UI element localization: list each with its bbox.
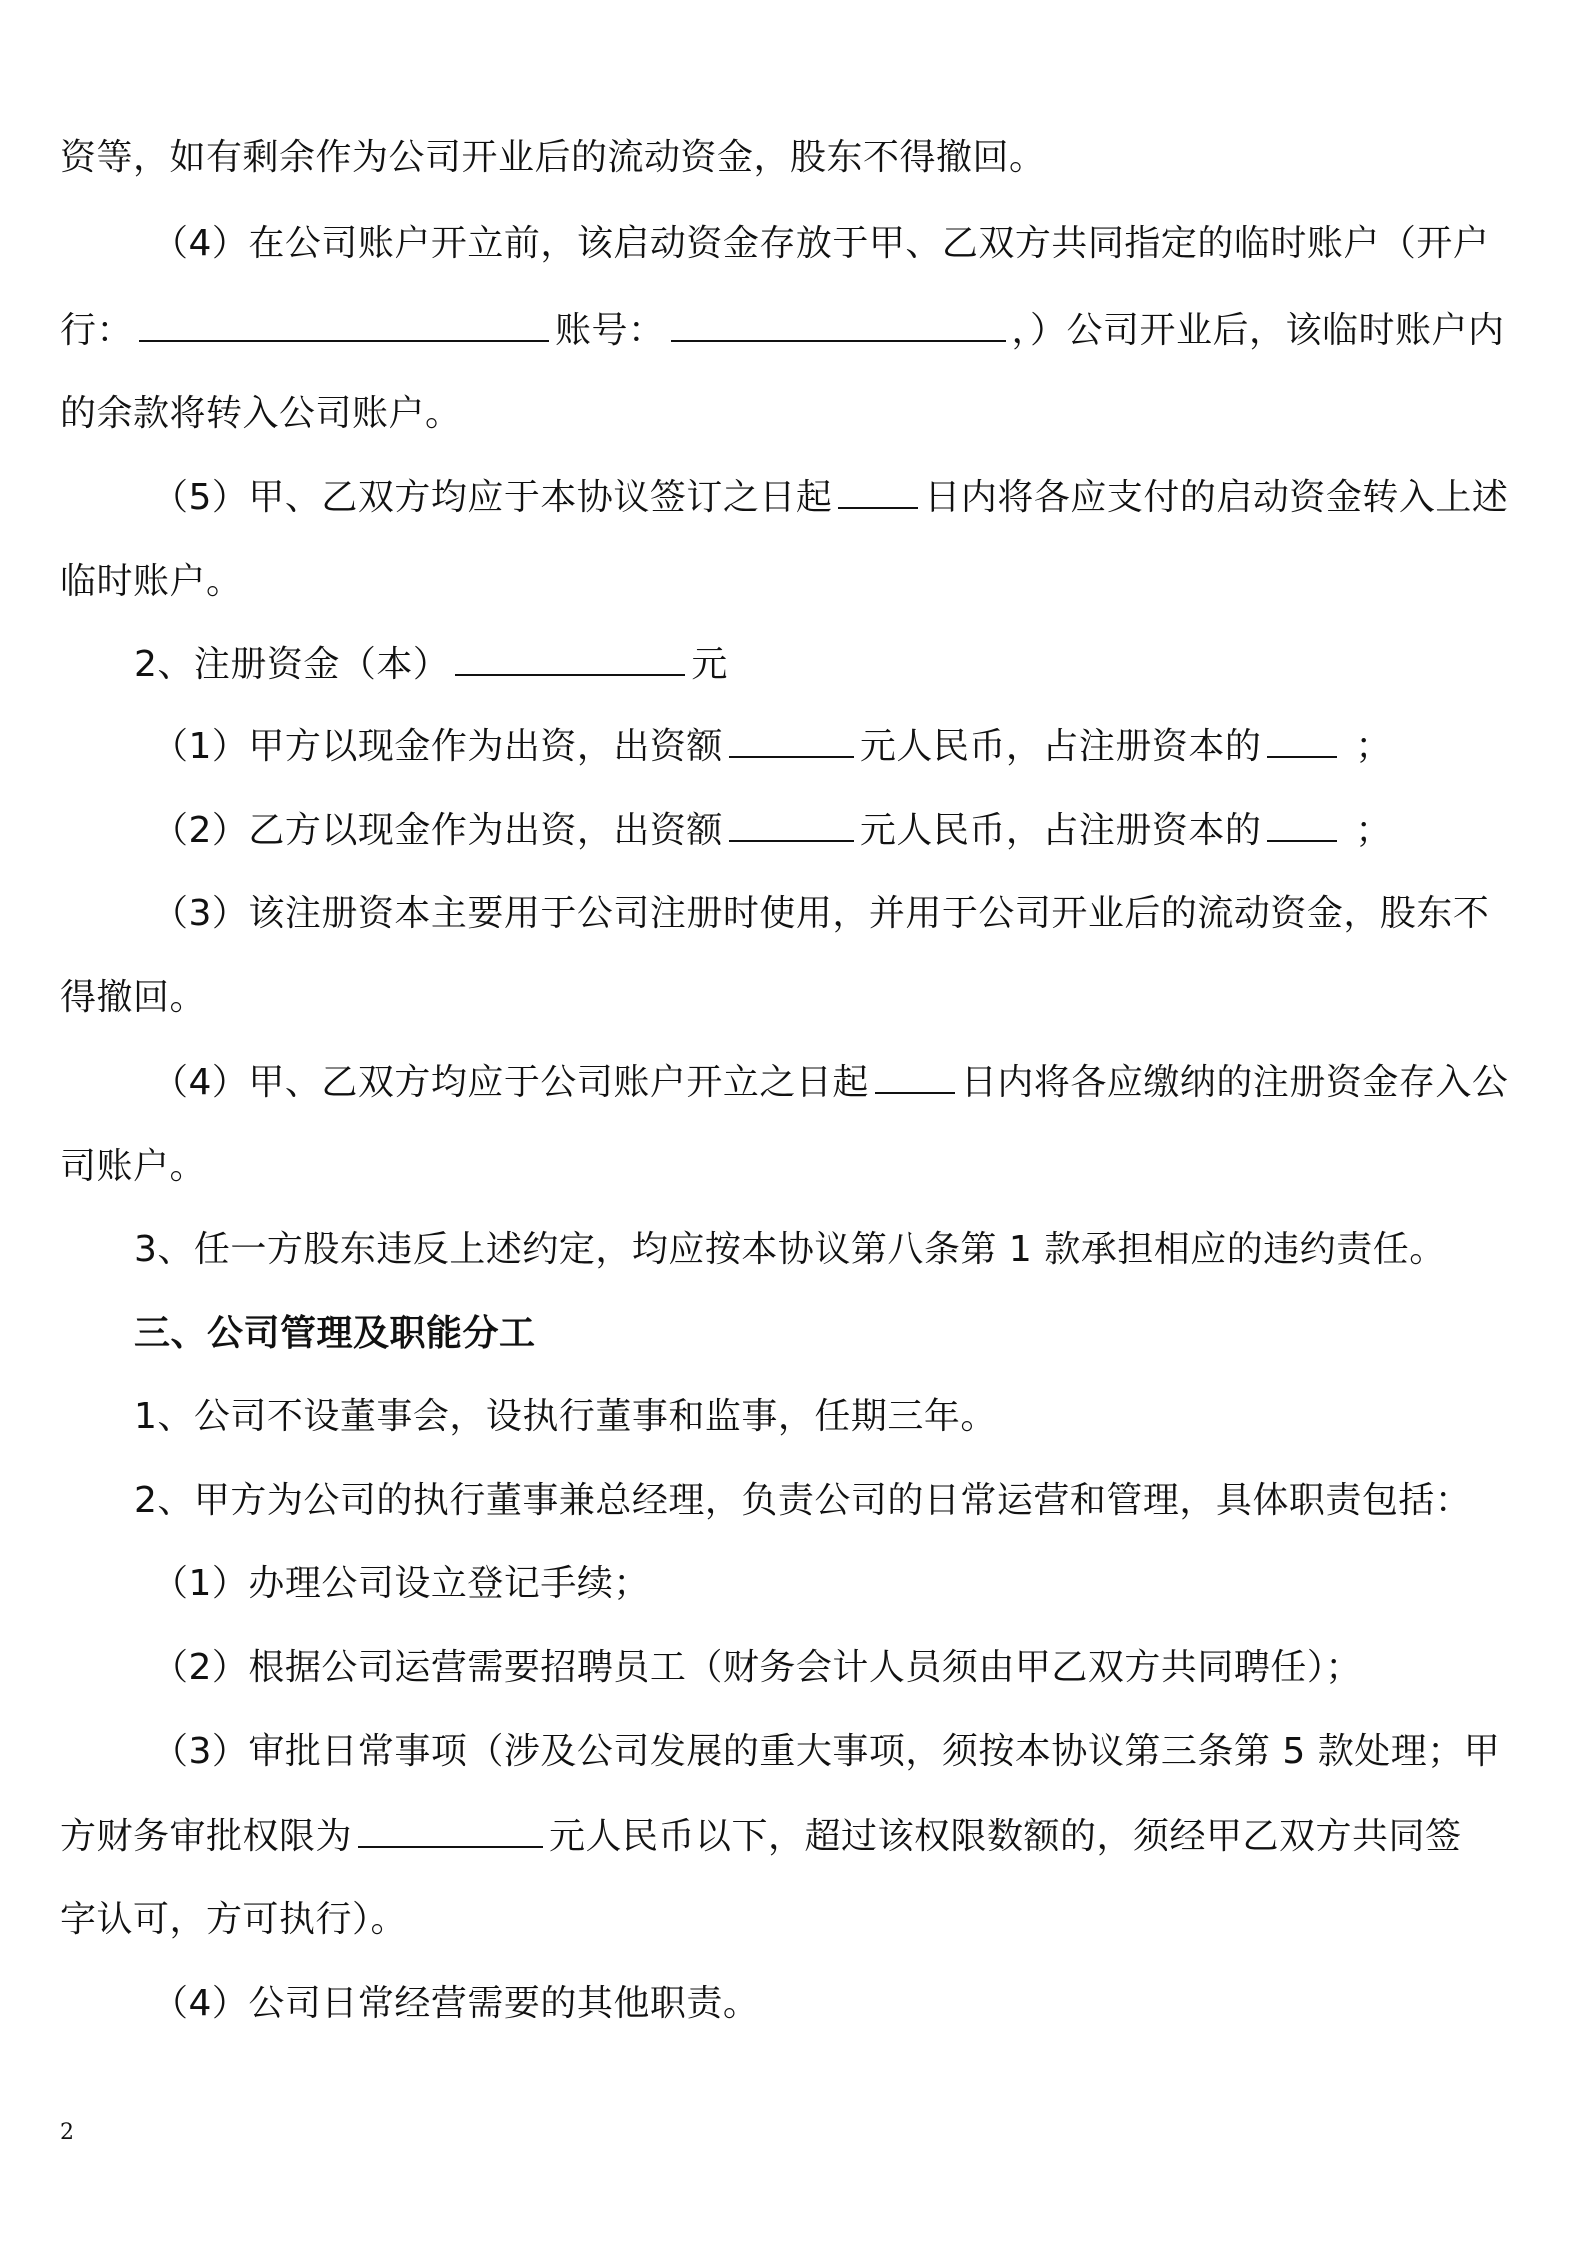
- text-fragment: 元人民币以下，超过该权限数额的，须经甲乙双方共同签: [549, 1816, 1462, 1857]
- text-fragment: （2）乙方以现金作为出资，出资额: [152, 810, 723, 851]
- blank-ratio: [1267, 806, 1337, 842]
- blank-amount: [729, 722, 854, 758]
- text-line: （1）办理公司设立登记手续；: [152, 1563, 650, 1604]
- text-fragment: 2、注册资金（本）: [134, 644, 450, 685]
- page-number: 2: [60, 2120, 74, 2145]
- blank-days: [875, 1058, 955, 1094]
- text-line: [152, 806, 1392, 854]
- text-fragment: （1）甲方以现金作为出资，出资额: [152, 726, 723, 767]
- text-line: 的余款将转入公司账户。: [60, 393, 462, 434]
- text-line: 2、甲方为公司的执行董事兼总经理，负责公司的日常运营和管理，具体职责包括：: [134, 1480, 1472, 1521]
- text-line: [152, 722, 1392, 770]
- text-line: 临时账户。: [60, 561, 243, 602]
- label-bank: 行：: [60, 310, 134, 351]
- text-line: （4）在公司账户开立前，该启动资金存放于甲、乙双方共同指定的临时账户（开户: [152, 223, 1490, 264]
- text-line: [60, 306, 1505, 354]
- text-fragment: （4）甲、乙双方均应于公司账户开立之日起: [152, 1062, 869, 1103]
- text-line: 得撤回。: [60, 977, 207, 1018]
- text-fragment: 日内将各应支付的启动资金转入上述: [924, 477, 1509, 518]
- text-line: [134, 640, 728, 688]
- text-line: （3）审批日常事项（涉及公司发展的重大事项，须按本协议第三条第 5 款处理；甲: [152, 1731, 1501, 1772]
- text-fragment: 元人民币，占注册资本的: [859, 726, 1262, 767]
- text-fragment: ；: [1355, 810, 1392, 851]
- text-line: 司账户。: [60, 1146, 207, 1187]
- text-line: （2）根据公司运营需要招聘员工（财务会计人员须由甲乙双方共同聘任）；: [152, 1647, 1362, 1688]
- text-line: 字认可，方可执行）。: [60, 1899, 408, 1940]
- text-line: 3、任一方股东违反上述约定，均应按本协议第八条第 1 款承担相应的违约责任。: [134, 1229, 1446, 1270]
- text-line: （3）该注册资本主要用于公司注册时使用，并用于公司开业后的流动资金，股东不: [152, 893, 1490, 934]
- blank-approval-limit: [358, 1812, 543, 1848]
- section-heading: 三、公司管理及职能分工: [134, 1313, 536, 1354]
- text-line: 资等，如有剩余作为公司开业后的流动资金，股东不得撤回。: [60, 137, 1046, 178]
- text-fragment: ，）公司开业后，该临时账户内: [1011, 310, 1505, 351]
- text-line: [60, 1812, 1462, 1860]
- blank-bank: [139, 306, 549, 342]
- text-line: [152, 1058, 1508, 1106]
- blank-account: [671, 306, 1006, 342]
- blank-amount: [729, 806, 854, 842]
- text-fragment: （5）甲、乙双方均应于本协议签订之日起: [152, 477, 833, 518]
- text-fragment: 日内将各应缴纳的注册资金存入公: [960, 1062, 1509, 1103]
- blank-ratio: [1267, 722, 1337, 758]
- text-fragment: 方财务审批权限为: [60, 1816, 353, 1857]
- blank-registered-capital: [455, 640, 685, 676]
- text-line: [152, 473, 1508, 521]
- blank-days: [838, 473, 918, 509]
- text-line: （4）公司日常经营需要的其他职责。: [152, 1983, 760, 2024]
- text-fragment: 元人民币，占注册资本的: [859, 810, 1262, 851]
- label-account: 账号：: [555, 310, 665, 351]
- text-fragment: 元: [691, 644, 728, 685]
- text-line: 1、公司不设董事会，设执行董事和监事，任期三年。: [134, 1396, 997, 1437]
- text-fragment: ；: [1355, 726, 1392, 767]
